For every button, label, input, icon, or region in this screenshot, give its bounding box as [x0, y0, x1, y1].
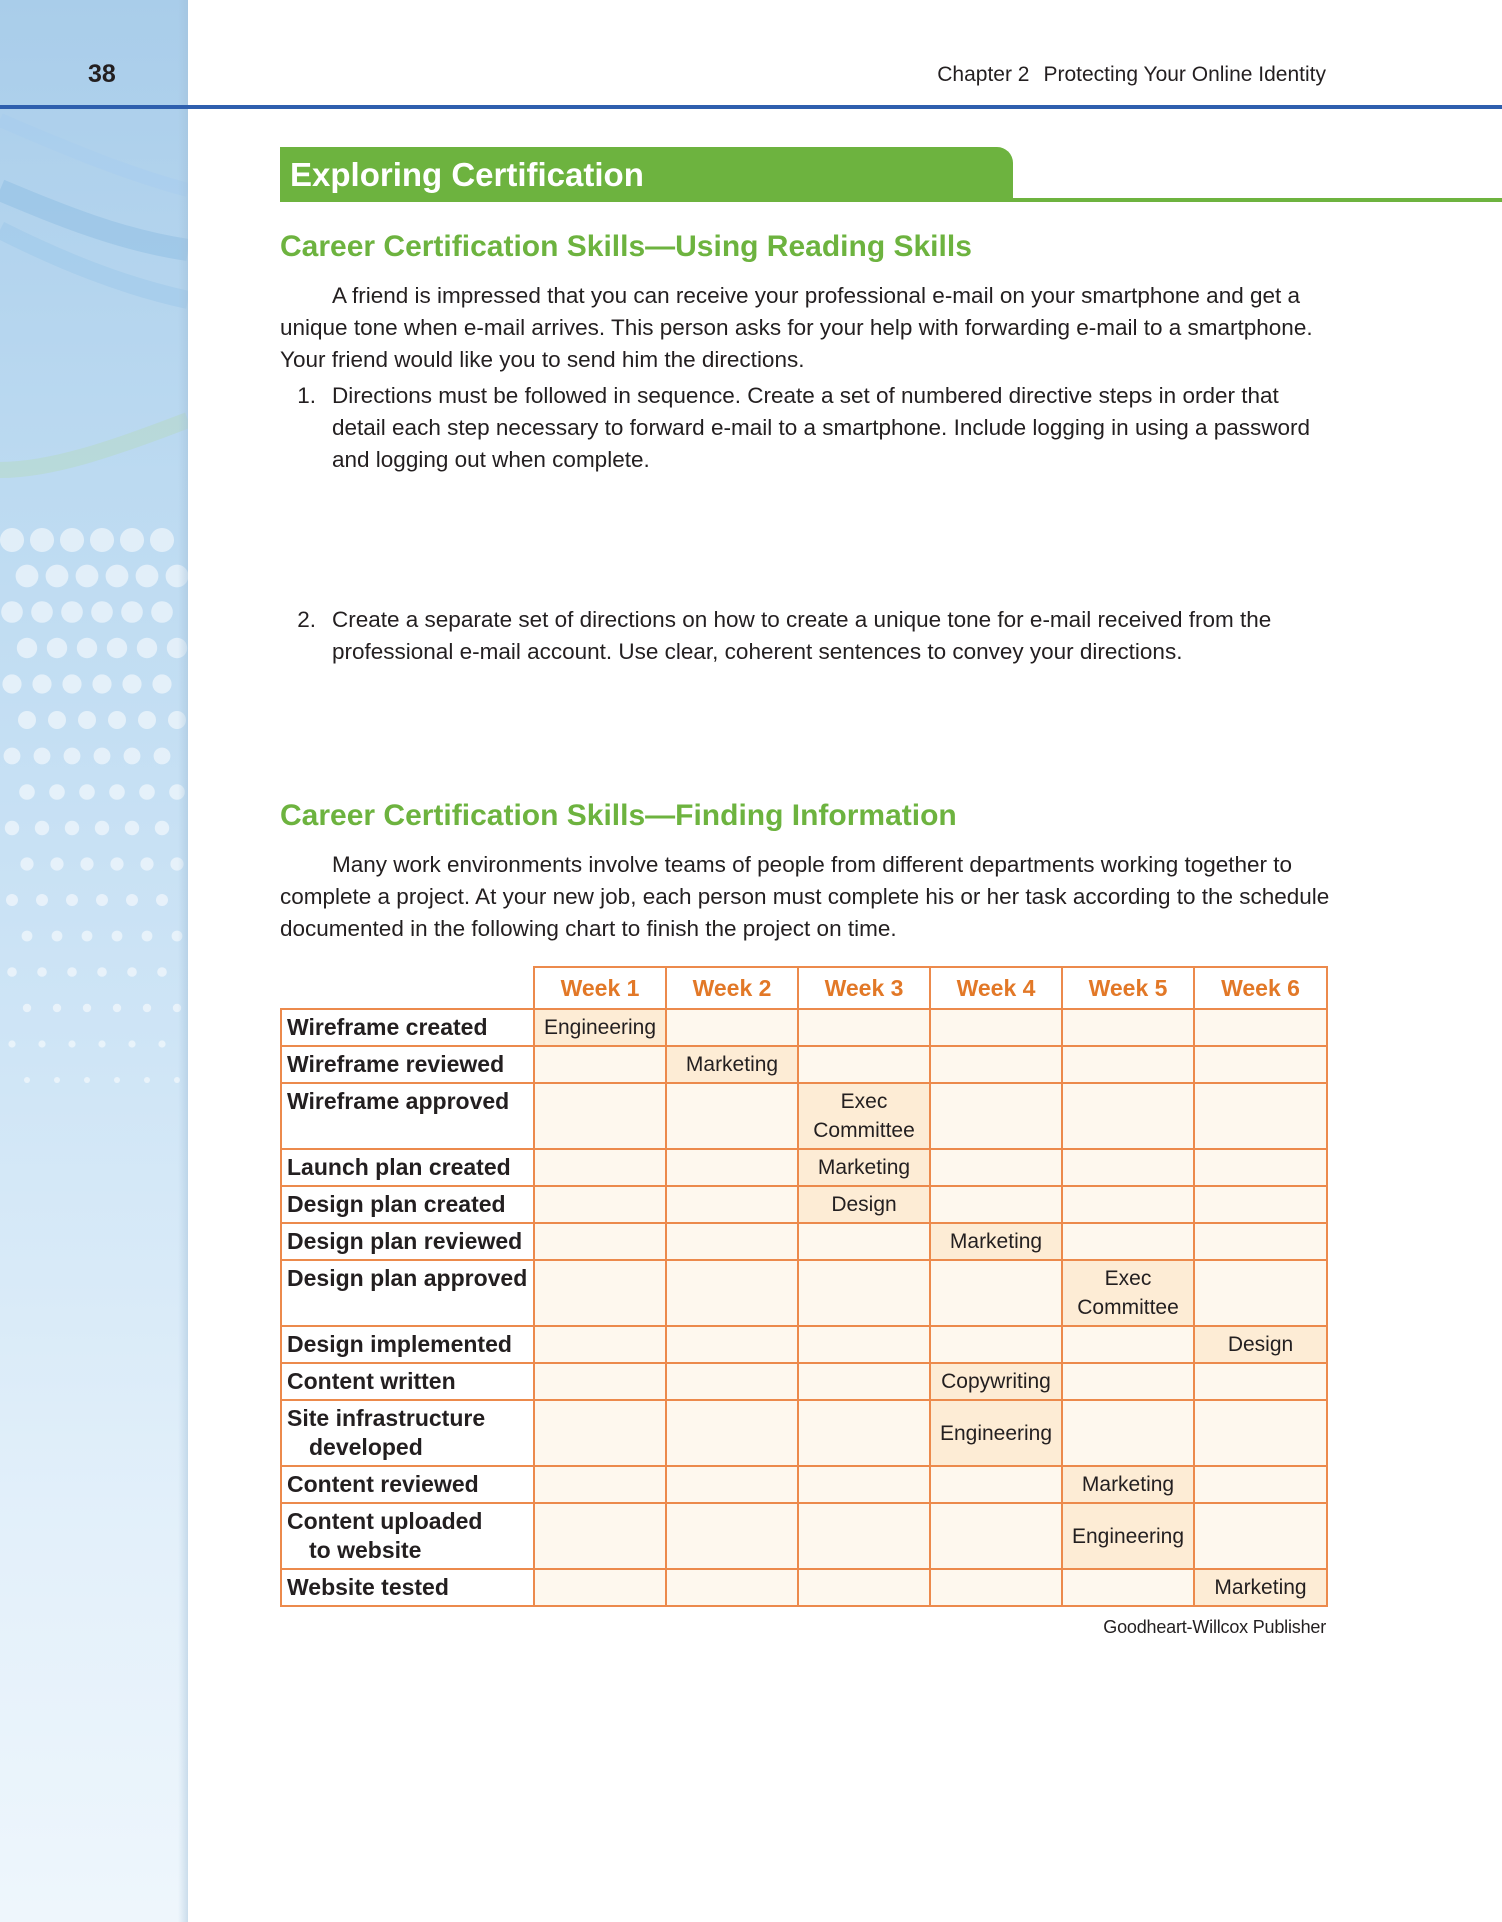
assignment-cell: [666, 1046, 798, 1083]
empty-cell: [930, 1046, 1062, 1083]
task-name-line: Content written: [287, 1368, 456, 1394]
task-name-cell: [281, 1503, 534, 1569]
empty-cell: [798, 1400, 930, 1466]
empty-cell: [930, 1083, 1062, 1149]
task-name-line: Design implemented: [287, 1331, 512, 1357]
list-item-text: Directions must be followed in sequence. Create a set of numbered directive steps in order that detail each step necessary to forward e-mail to a smartphone. Include logging in using a password and logging out when complete.: [332, 383, 1311, 472]
task-name-cell: [281, 1260, 534, 1326]
task-name-line: to website: [309, 1537, 422, 1563]
empty-cell: [666, 1186, 798, 1223]
table-row: [281, 1046, 1327, 1083]
empty-cell: [930, 1503, 1062, 1569]
empty-cell: [930, 1569, 1062, 1606]
empty-cell: [1062, 1363, 1194, 1400]
task-name-cell: [281, 1363, 534, 1400]
assignment-cell: [930, 1223, 1062, 1260]
empty-cell: [1062, 1223, 1194, 1260]
empty-cell: [1062, 1009, 1194, 1046]
empty-cell: [930, 1149, 1062, 1186]
list-item-text: Create a separate set of directions on how to create a unique tone for e-mail received from the professional e-mail account. Use clear, coherent sentences to convey your directions.: [332, 607, 1272, 664]
empty-cell: [1062, 1400, 1194, 1466]
banner-title: Exploring Certification: [290, 156, 644, 193]
decorative-side-strip: [0, 0, 188, 1922]
empty-cell: [534, 1083, 666, 1149]
assignment-cell: [798, 1083, 930, 1149]
department-label: Marketing: [949, 1230, 1043, 1253]
empty-cell: [798, 1260, 930, 1326]
assignment-cell: [1194, 1326, 1327, 1363]
department-label: Engineering: [543, 1016, 657, 1039]
finding-intro-text: Many work environments involve teams of people from different departments working together to complete a project. At your new job, each person must complete his or her task according to the schedule documented in the following chart to finish the project on time.: [280, 852, 1330, 941]
empty-cell: [930, 1260, 1062, 1326]
running-head: [937, 63, 1326, 87]
task-name-line: Content uploaded: [287, 1508, 483, 1534]
task-name-line: Design plan approved: [287, 1265, 528, 1291]
table-row: [281, 1186, 1327, 1223]
empty-cell: [1062, 1046, 1194, 1083]
task-name-line: Wireframe reviewed: [287, 1051, 505, 1077]
empty-cell: [1062, 1326, 1194, 1363]
department-label: Exec: [1104, 1267, 1152, 1290]
empty-cell: [930, 1466, 1062, 1503]
empty-cell: [534, 1503, 666, 1569]
banner-rule: [280, 198, 1502, 202]
empty-cell: [534, 1326, 666, 1363]
task-name-line: developed: [309, 1434, 423, 1460]
empty-cell: [534, 1046, 666, 1083]
empty-cell: [1194, 1466, 1327, 1503]
empty-cell: [666, 1223, 798, 1260]
task-name-cell: [281, 1569, 534, 1606]
task-name-line: Design plan reviewed: [287, 1228, 523, 1254]
department-label: Copywriting: [941, 1370, 1051, 1393]
empty-cell: [666, 1009, 798, 1046]
task-name-cell: [281, 1223, 534, 1260]
week-header: Week 6: [1194, 967, 1327, 1009]
chapter-label: Chapter 2: [937, 63, 1030, 86]
finding-information-heading: Career Certification Skills—Finding Information: [280, 799, 957, 832]
list-item-number: 1.: [297, 383, 316, 408]
empty-cell: [798, 1009, 930, 1046]
empty-cell: [1194, 1400, 1327, 1466]
task-name-line: Wireframe approved: [287, 1088, 510, 1114]
assignment-cell: [930, 1363, 1062, 1400]
department-label: Engineering: [939, 1421, 1053, 1445]
table-row: [281, 1363, 1327, 1400]
chapter-title: Protecting Your Online Identity: [1043, 63, 1326, 86]
task-name-line: Website tested: [287, 1574, 449, 1600]
empty-cell: [798, 1326, 930, 1363]
empty-cell: [1194, 1149, 1327, 1186]
table-row: [281, 1260, 1327, 1326]
table-row: [281, 1223, 1327, 1260]
reading-intro-text: A friend is impressed that you can receive your professional e-mail on your smartphone and get a unique tone when e-mail arrives. This person asks for your help with forwarding e-mail to a smartphone. Your friend would like you to send him the directions.: [280, 283, 1313, 372]
empty-cell: [1194, 1186, 1327, 1223]
empty-cell: [1062, 1083, 1194, 1149]
page-number: 38: [88, 60, 116, 88]
empty-cell: [798, 1503, 930, 1569]
empty-cell: [534, 1363, 666, 1400]
empty-cell: [666, 1149, 798, 1186]
task-name-cell: [281, 1149, 534, 1186]
assignment-cell: [1062, 1260, 1194, 1326]
empty-cell: [798, 1363, 930, 1400]
empty-cell: [1194, 1009, 1327, 1046]
table-corner: [281, 967, 534, 1009]
task-name-line: Site infrastructure: [287, 1405, 486, 1431]
department-label: Committee: [1077, 1296, 1179, 1319]
empty-cell: [930, 1009, 1062, 1046]
empty-cell: [1194, 1363, 1327, 1400]
department-label: Design: [831, 1193, 897, 1216]
reading-skills-heading: Career Certification Skills—Using Reading Skills: [280, 230, 972, 263]
week-header: Week 4: [930, 967, 1062, 1009]
week-header: Week 5: [1062, 967, 1194, 1009]
reading-skills-intro: [280, 280, 1330, 376]
department-label: Engineering: [1071, 1524, 1185, 1548]
table-row: [281, 1569, 1327, 1606]
assignment-cell: [1194, 1569, 1327, 1606]
header-rule: [0, 105, 1502, 109]
empty-cell: [798, 1569, 930, 1606]
task-name-cell: [281, 1009, 534, 1046]
task-name-line: Design plan created: [287, 1191, 506, 1217]
empty-cell: [798, 1223, 930, 1260]
assignment-cell: [1062, 1466, 1194, 1503]
table-row: [281, 1400, 1327, 1466]
department-label: Exec: [840, 1090, 888, 1113]
assignment-cell: [798, 1149, 930, 1186]
empty-cell: [534, 1260, 666, 1326]
empty-cell: [534, 1186, 666, 1223]
empty-cell: [798, 1466, 930, 1503]
table-row: [281, 1466, 1327, 1503]
table-header-row: [281, 967, 1327, 1009]
task-name-line: Launch plan created: [287, 1154, 511, 1180]
empty-cell: [666, 1260, 798, 1326]
project-schedule-table: [280, 966, 1326, 1607]
empty-cell: [534, 1223, 666, 1260]
task-name-cell: [281, 1400, 534, 1466]
department-label: Marketing: [1081, 1473, 1175, 1496]
department-label: Marketing: [685, 1053, 779, 1076]
week-header: Week 2: [666, 967, 798, 1009]
department-label: Marketing: [1214, 1576, 1307, 1599]
empty-cell: [534, 1466, 666, 1503]
empty-cell: [930, 1326, 1062, 1363]
table-row: [281, 1326, 1327, 1363]
empty-cell: [1062, 1569, 1194, 1606]
table-row: [281, 1009, 1327, 1046]
task-name-line: Wireframe created: [287, 1014, 488, 1040]
task-name-line: Content reviewed: [287, 1471, 479, 1497]
table-row: [281, 1149, 1327, 1186]
empty-cell: [798, 1046, 930, 1083]
table-row: [281, 1083, 1327, 1149]
week-header: Week 1: [534, 967, 666, 1009]
empty-cell: [666, 1503, 798, 1569]
empty-cell: [666, 1326, 798, 1363]
assignment-cell: [798, 1186, 930, 1223]
department-label: Committee: [813, 1119, 915, 1142]
department-label: Design: [1227, 1333, 1294, 1356]
task-name-cell: [281, 1326, 534, 1363]
empty-cell: [534, 1400, 666, 1466]
empty-cell: [1194, 1083, 1327, 1149]
empty-cell: [666, 1466, 798, 1503]
week-header: Week 3: [798, 967, 930, 1009]
empty-cell: [666, 1400, 798, 1466]
empty-cell: [534, 1149, 666, 1186]
empty-cell: [1062, 1149, 1194, 1186]
empty-cell: [930, 1186, 1062, 1223]
empty-cell: [534, 1569, 666, 1606]
image-credit: Goodheart-Willcox Publisher: [1103, 1617, 1326, 1637]
table-row: [281, 1503, 1327, 1569]
empty-cell: [666, 1083, 798, 1149]
task-name-cell: [281, 1466, 534, 1503]
assignment-cell: [1062, 1503, 1194, 1569]
empty-cell: [1194, 1503, 1327, 1569]
empty-cell: [1062, 1186, 1194, 1223]
empty-cell: [666, 1569, 798, 1606]
empty-cell: [666, 1363, 798, 1400]
finding-information-intro: [280, 849, 1330, 945]
list-item-number: 2.: [297, 607, 316, 632]
empty-cell: [1194, 1223, 1327, 1260]
empty-cell: [1194, 1260, 1327, 1326]
assignment-cell: [930, 1400, 1062, 1466]
empty-cell: [1194, 1046, 1327, 1083]
task-name-cell: [281, 1083, 534, 1149]
task-name-cell: [281, 1046, 534, 1083]
department-label: Marketing: [817, 1156, 911, 1179]
task-name-cell: [281, 1186, 534, 1223]
assignment-cell: [534, 1009, 666, 1046]
